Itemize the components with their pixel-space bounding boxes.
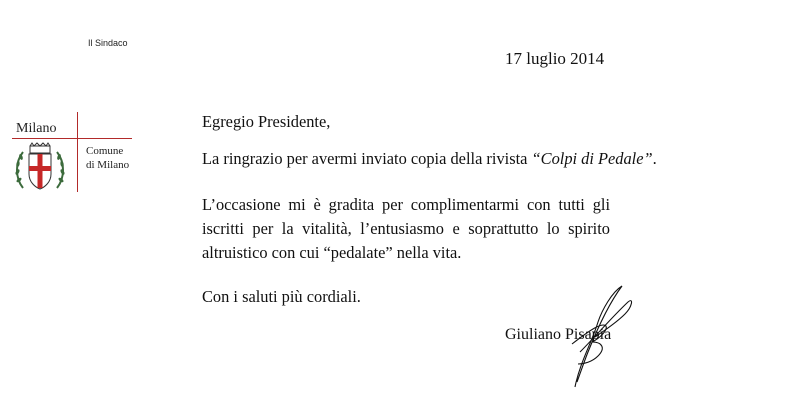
letter-closing: Con i saluti più cordiali.	[202, 287, 361, 306]
logo-divider-horizontal	[12, 138, 132, 139]
logo-comune-line2: di Milano	[86, 159, 130, 171]
letter-date: 17 luglio 2014	[505, 49, 605, 68]
letter-paragraph-1	[202, 147, 657, 171]
p1-end: .	[652, 149, 657, 168]
comune-di-milano-logo	[0, 112, 150, 202]
logo-city-name: Milano	[16, 121, 57, 136]
logo-divider-vertical	[77, 112, 78, 192]
p1-text: La ringrazio per avermi inviato copia della rivista	[202, 149, 532, 168]
magazine-title: “Colpi di Pedale”	[531, 149, 653, 168]
logo-comune-line1: Comune	[86, 145, 124, 157]
signatory-name: Giuliano Pisapia	[505, 326, 612, 343]
letter-paragraph-2: L’occasione mi è gradita per complimentarmi con tutti gli iscritti per la vitalità, l’entusiasmo e soprattutto lo spirito altruistico con cui “pedalate” nella vita.	[202, 195, 610, 262]
milan-coat-of-arms-icon	[13, 142, 67, 194]
letter-greeting: Egregio Presidente,	[202, 112, 331, 131]
logo-comune-text	[86, 144, 129, 172]
office-label: Il Sindaco	[88, 38, 128, 48]
